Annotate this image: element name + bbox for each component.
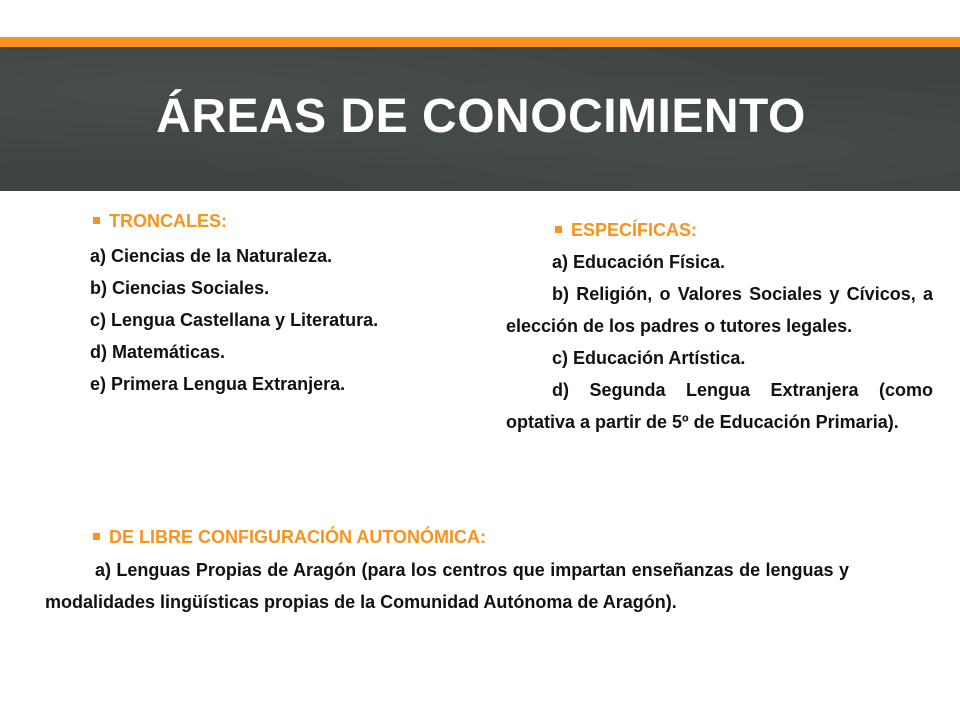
list-item: d) Segunda Lengua Extranjera (como optativa a partir de 5º de Educación Primaria). [506, 380, 933, 432]
especificas-list [506, 246, 933, 438]
list-item: a) Ciencias de la Naturaleza. [90, 246, 333, 266]
troncales-list [90, 240, 490, 400]
list-item: a) Educación Física. [552, 252, 726, 272]
list-item: e) Primera Lengua Extranjera. [90, 374, 346, 394]
list-item: d) Matemáticas. [90, 342, 226, 362]
list-item: b) Ciencias Sociales. [90, 278, 270, 298]
square-bullet-icon [93, 533, 100, 540]
especificas-heading-label: ESPECÍFICAS: [571, 220, 698, 240]
libre-heading [93, 525, 486, 549]
list-item: b) Religión, o Valores Sociales y Cívicos, a elección de los padres o tutores legales. [506, 284, 933, 336]
especificas-heading [555, 218, 697, 242]
accent-bar [0, 37, 960, 47]
libre-heading-label: DE LIBRE CONFIGURACIÓN AUTONÓMICA: [109, 527, 486, 547]
troncales-heading-label: TRONCALES: [109, 211, 227, 231]
libre-list [45, 554, 849, 618]
title-banner [0, 47, 960, 191]
square-bullet-icon [555, 226, 562, 233]
troncales-heading [93, 209, 227, 233]
square-bullet-icon [93, 217, 100, 224]
top-margin [0, 0, 960, 37]
list-item: c) Educación Artística. [552, 348, 746, 368]
list-item: a) Lenguas Propias de Aragón (para los centros que impartan enseñanzas de lenguas y modalidades lingüísticas propias de la Comunidad Autónoma de Aragón). [45, 560, 849, 612]
page-title: ÁREAS DE CONOCIMIENTO [156, 90, 806, 143]
list-item: c) Lengua Castellana y Literatura. [90, 310, 379, 330]
